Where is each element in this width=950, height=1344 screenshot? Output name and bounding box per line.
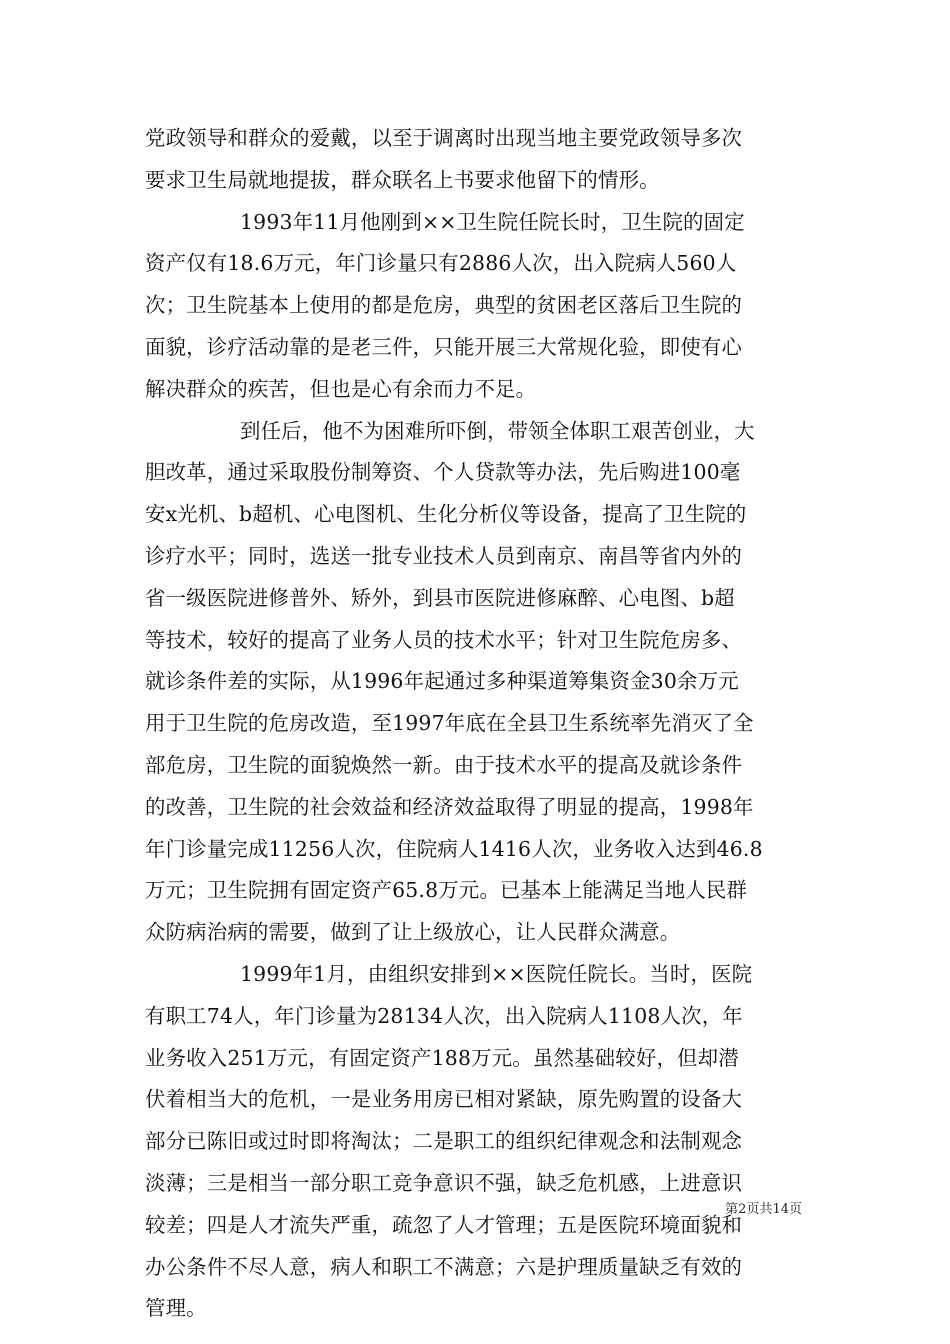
- text-line: 淡薄；三是相当一部分职工竞争意识不强，缺乏危机感，上进意识: [145, 1170, 743, 1195]
- text-line: 有职工74人，年门诊量为28134人次，出入院病人1108人次，年: [145, 1003, 743, 1028]
- text-line: 面貌，诊疗活动靠的是老三件，只能开展三大常规化验，即使有心: [145, 334, 743, 359]
- text-line: 就诊条件差的实际，从1996年起通过多种渠道筹集资金30余万元: [145, 669, 739, 694]
- text-line: 等技术，较好的提高了业务人员的技术水平；针对卫生院危房多、: [145, 627, 743, 652]
- text-line: 解决群众的疾苦，但也是心有余而力不足。: [145, 376, 537, 401]
- body-text: [145, 118, 807, 1330]
- text-line: 党政领导和群众的爱戴，以至于调离时出现当地主要党政领导多次: [145, 126, 743, 150]
- text-line: 省一级医院进修普外、矫外，到县市医院进修麻醉、心电图、b超: [145, 585, 735, 610]
- text-line: 的改善，卫生院的社会效益和经济效益取得了明显的提高，1998年: [145, 794, 754, 819]
- text-line: 部危房，卫生院的面貌焕然一新。由于技术水平的提高及就诊条件: [145, 752, 743, 777]
- text-line: 办公条件不尽人意，病人和职工不满意；六是护理质量缺乏有效的: [145, 1254, 743, 1279]
- text-line: 万元；卫生院拥有固定资产65.8万元。已基本上能满足当地人民群: [145, 878, 748, 903]
- text-line: 众防病治病的需要，做到了让上级放心，让人民群众满意。: [145, 920, 681, 945]
- paragraph-start-line: 1993年11月他刚到××卫生院任院长时，卫生院的固定: [240, 209, 745, 234]
- text-line: 安x光机、b超机、心电图机、生化分析仪等设备，提高了卫生院的: [145, 502, 747, 527]
- text-line: 伏着相当大的危机，一是业务用房已相对紧缺，原先购置的设备大: [145, 1087, 743, 1112]
- paragraph-start-line: 到任后，他不为困难所吓倒，带领全体职工艰苦创业，大: [240, 418, 755, 443]
- text-line: 胆改革，通过采取股份制筹资、个人贷款等办法，先后购进100毫: [145, 460, 741, 485]
- text-line: 业务收入251万元，有固定资产188万元。虽然基础较好，但却潜: [145, 1045, 739, 1070]
- text-line: 要求卫生局就地提拔，群众联名上书要求他留下的情形。: [145, 167, 660, 192]
- text-line: 次；卫生院基本上使用的都是危房，典型的贫困老区落后卫生院的: [145, 293, 743, 318]
- text-line: 管理。: [145, 1296, 207, 1321]
- paragraph-start-line: 1999年1月，由组织安排到××医院任院长。当时，医院: [240, 961, 753, 986]
- text-line: 年门诊量完成11256人次，住院病人1416人次，业务收入达到46.8: [145, 836, 763, 861]
- text-line: 资产仅有18.6万元，年门诊量只有2886人次，出入院病人560人: [145, 251, 737, 276]
- text-line: 较差；四是人才流失严重，疏忽了人才管理；五是医院环境面貌和: [145, 1212, 743, 1237]
- text-line: 诊疗水平；同时，选送一批专业技术人员到南京、南昌等省内外的: [145, 543, 743, 568]
- page-number: 第2页共14页: [725, 1202, 802, 1217]
- text-line: 用于卫生院的危房改造，至1997年底在全县卫生系统率先消灭了全: [145, 711, 754, 736]
- text-line: 部分已陈旧或过时即将淘汰；二是职工的组织纪律观念和法制观念: [145, 1129, 743, 1154]
